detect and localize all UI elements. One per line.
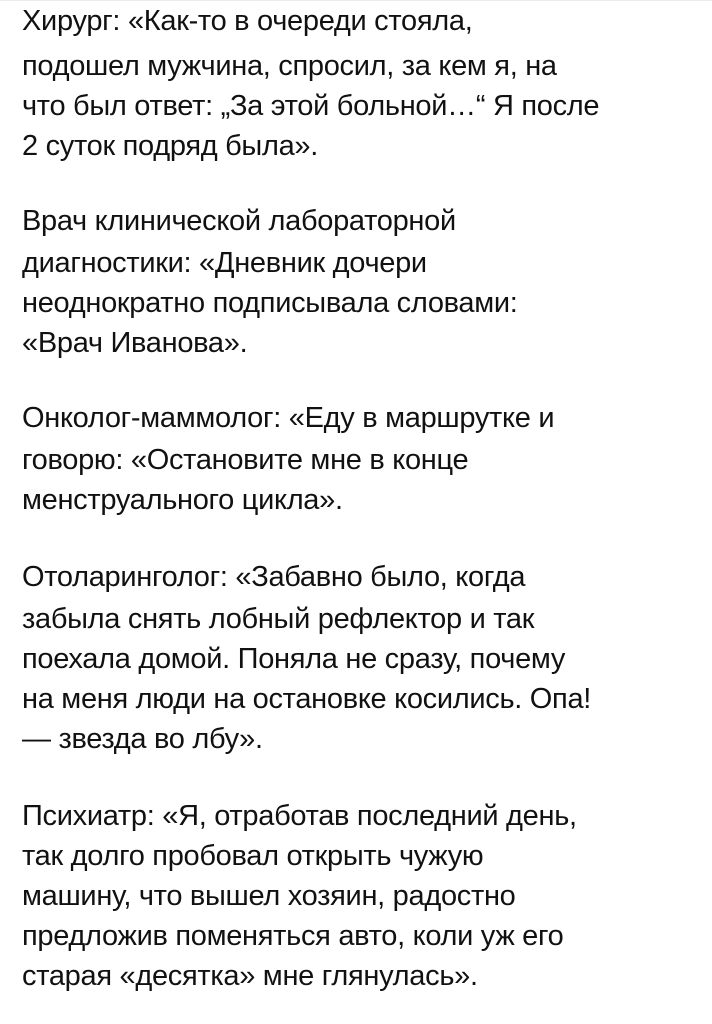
- text-line: подошел мужчина, спросил, за кем я, на: [22, 50, 557, 82]
- text-line: предложив поменяться авто, коли уж его: [22, 920, 564, 952]
- text-line: машину, что вышел хозяин, радостно: [22, 880, 516, 912]
- text-line: забыла снять лобный рефлектор и так: [22, 603, 535, 635]
- text-line: Отоларинголог: «Забавно было, когда: [22, 561, 526, 593]
- text-line: диагностики: «Дневник дочери: [22, 247, 427, 279]
- text-line: Психиатр: «Я, отработав последний день,: [22, 800, 577, 832]
- text-line: 2 суток подряд была».: [22, 130, 319, 162]
- text-line: «Врач Иванова».: [22, 327, 248, 359]
- text-line: Врач клинической лабораторной: [22, 205, 456, 237]
- text-line: старая «десятка» мне глянулась».: [22, 960, 478, 992]
- text-line: — звезда во лбу».: [22, 723, 263, 755]
- text-line: что был ответ: „За этой больной…“ Я после: [22, 90, 600, 122]
- text-line: Онколог-маммолог: «Еду в маршрутке и: [22, 402, 555, 434]
- text-line: менструального цикла».: [22, 484, 343, 516]
- text-line: поехала домой. Поняла не сразу, почему: [22, 643, 566, 675]
- text-line: на меня люди на остановке косились. Опа!: [22, 683, 592, 715]
- text-line: Хирург: «Как-то в очереди стояла,: [22, 5, 473, 37]
- text-line: так долго пробовал открыть чужую: [22, 840, 484, 872]
- text-line: говорю: «Остановите мне в конце: [22, 444, 469, 476]
- text-line: неоднократно подписывала словами:: [22, 287, 518, 319]
